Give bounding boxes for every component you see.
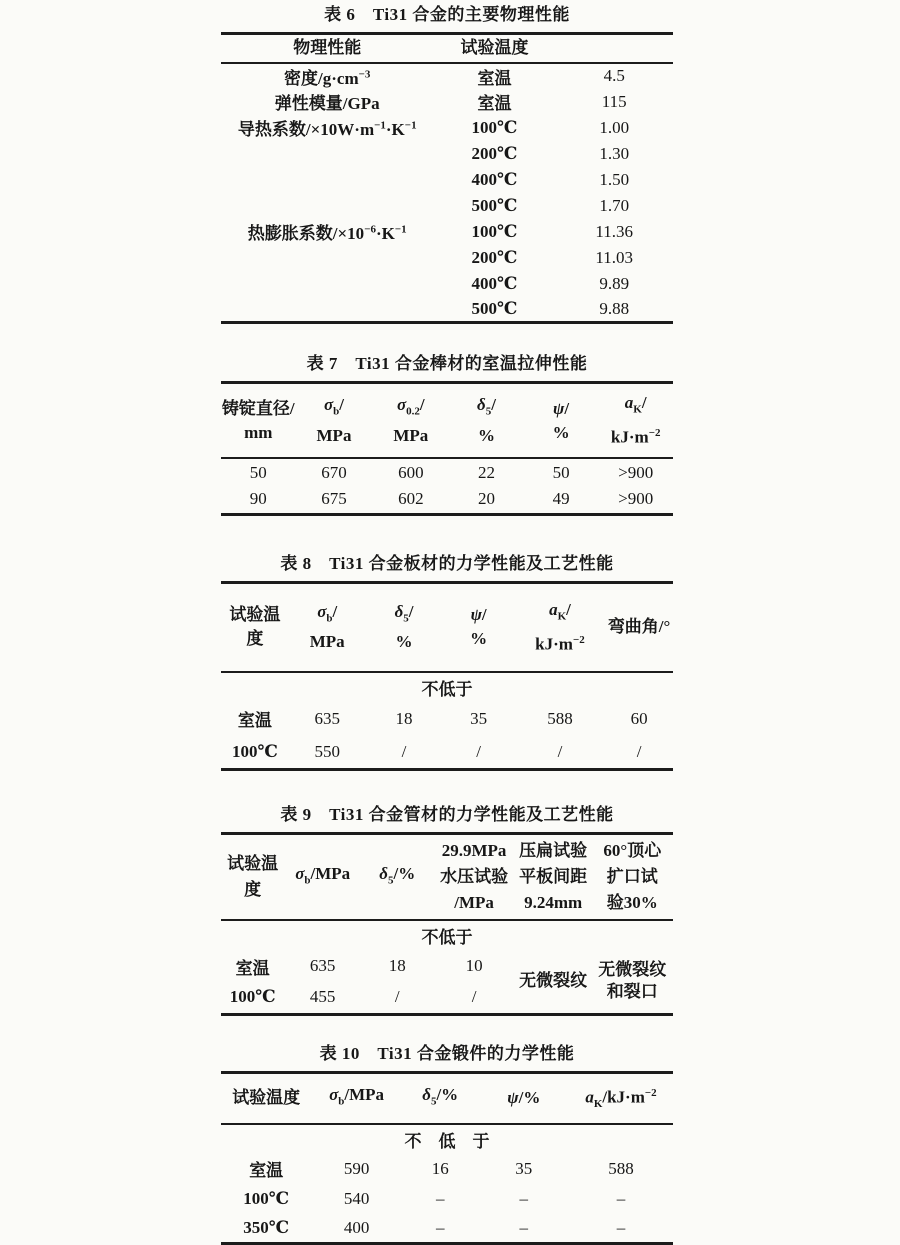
- property-cell: [221, 297, 433, 323]
- property-cell: [221, 193, 433, 219]
- table10: [221, 1071, 673, 1245]
- table7-header-psi: ψ/ %: [552, 398, 570, 442]
- value-cell: >900: [618, 462, 654, 482]
- value-cell: 16: [431, 1158, 449, 1178]
- not-below-row: [221, 1124, 673, 1154]
- value-cell: 18: [388, 956, 406, 976]
- value-cell: 635: [309, 956, 336, 976]
- table9-section: [221, 803, 673, 1016]
- table8-header-psi: ψ/ %: [470, 605, 488, 649]
- temperature-cell: 室温: [477, 68, 512, 88]
- value-cell: 455: [309, 987, 336, 1007]
- table-row: [221, 63, 673, 89]
- temperature-cell: 100℃: [471, 221, 518, 241]
- flaring-result-cell: 无微裂纹 和裂口: [598, 960, 667, 1002]
- value-cell: –: [435, 1188, 445, 1208]
- value-cell: 20: [478, 489, 496, 509]
- table9-header-row: [221, 834, 673, 921]
- value-cell: 9.88: [599, 298, 630, 318]
- not-below-label: 不 低 于: [404, 1131, 490, 1151]
- value-cell: 49: [552, 489, 570, 509]
- table-row: [221, 115, 673, 141]
- value-cell: 11.36: [595, 221, 634, 241]
- value-cell: 635: [314, 708, 340, 728]
- value-cell: 4.5: [603, 66, 625, 85]
- temperature-cell: 100℃: [243, 1188, 290, 1208]
- table-row: [221, 219, 673, 245]
- value-cell: /: [471, 987, 477, 1007]
- table7-header-ak: $a_K/$ $kJ\cdot m^{-2}$: [610, 393, 661, 448]
- table-row: [221, 736, 673, 770]
- value-cell: /: [401, 741, 407, 761]
- value-cell: /: [557, 741, 563, 761]
- table-row: [221, 1154, 673, 1184]
- table-row: [221, 167, 673, 193]
- property-cell: [221, 141, 433, 167]
- value-cell: 35: [515, 1158, 533, 1178]
- not-below-label: 不低于: [421, 679, 473, 699]
- property-cell: 密度$/g\cdot cm^{-3}$: [284, 67, 371, 88]
- table8-header-delta5: $\delta_5/$ %: [394, 601, 414, 652]
- temperature-cell: 350℃: [243, 1217, 290, 1237]
- value-cell: 50: [552, 462, 570, 482]
- table6-header-property: 物理性能: [293, 38, 362, 58]
- value-cell: 588: [608, 1158, 634, 1178]
- value-cell: 1.50: [599, 169, 630, 189]
- value-cell: 1.00: [599, 117, 630, 137]
- temperature-cell: 500℃: [471, 298, 518, 318]
- table-row: [221, 458, 673, 486]
- value-cell: –: [435, 1217, 445, 1237]
- value-cell: 602: [398, 489, 424, 509]
- document-page: [221, 0, 673, 1245]
- table8-header-row: [221, 582, 673, 672]
- table9-header-delta5: $\delta_5/\%$: [379, 863, 416, 887]
- value-cell: 50: [249, 462, 267, 482]
- table7-header-delta5: $\delta_5/$ %: [477, 395, 496, 445]
- property-cell: [221, 245, 433, 271]
- temperature-cell: 100℃: [471, 117, 518, 137]
- temperature-cell: 室温: [249, 1161, 284, 1181]
- table7-header-sigma-b: $\sigma_b/$ MPa: [316, 395, 352, 445]
- table7-header-sigma-02: $\sigma_{0.2}/$ MPa: [393, 395, 429, 445]
- not-below-row: [221, 920, 673, 950]
- value-cell: 22: [478, 462, 496, 482]
- table-row: [221, 297, 673, 323]
- value-cell: /: [394, 987, 400, 1007]
- value-cell: /: [636, 741, 642, 761]
- value-cell: –: [519, 1217, 529, 1237]
- temperature-cell: 100℃: [231, 741, 278, 761]
- table-row: [221, 271, 673, 297]
- table10-header-psi: ψ/%: [507, 1088, 541, 1108]
- value-cell: 9.89: [599, 273, 630, 293]
- table10-header-row: [221, 1072, 673, 1124]
- value-cell: 550: [314, 741, 340, 761]
- temperature-cell: 400℃: [471, 169, 518, 189]
- value-cell: –: [616, 1217, 626, 1237]
- value-cell: 588: [547, 708, 573, 728]
- value-cell: 540: [343, 1188, 370, 1208]
- value-cell: 90: [249, 489, 267, 509]
- not-below-label: 不低于: [421, 928, 473, 948]
- table-row: [221, 89, 673, 115]
- temperature-cell: 室温: [477, 94, 512, 113]
- table6-header-row: [221, 34, 673, 63]
- table7-caption: 表 7 Ti31 合金棒材的室温拉伸性能: [306, 354, 588, 373]
- table8-section: [221, 552, 673, 772]
- value-cell: 400: [343, 1217, 370, 1237]
- table6-caption: 表 6 Ti31 合金的主要物理性能: [324, 5, 570, 24]
- property-cell: 热膨胀系数$/\times 10^{-6}\cdot K^{-1}$: [247, 223, 407, 243]
- value-cell: 11.03: [595, 247, 634, 267]
- value-cell: 600: [398, 462, 424, 482]
- table9: [221, 832, 673, 1016]
- table-row: [221, 245, 673, 271]
- value-cell: 10: [465, 956, 483, 976]
- value-cell: 670: [321, 462, 347, 482]
- table10-header-temperature: 试验温度: [232, 1088, 301, 1108]
- temperature-cell: 400℃: [471, 273, 518, 293]
- property-cell: 导热系数$/\times 10W\cdot m^{-1}\cdot K^{-1}$: [237, 119, 417, 139]
- flattening-result-cell: 无微裂纹: [519, 971, 588, 991]
- property-cell: [221, 167, 433, 193]
- table9-header-flaring-test: 60°顶心 扩口试 验30%: [603, 841, 662, 913]
- value-cell: 115: [601, 91, 627, 111]
- table7-section: [221, 352, 673, 516]
- table10-caption: 表 10 Ti31 合金锻件的力学性能: [319, 1043, 575, 1063]
- value-cell: >900: [618, 489, 654, 509]
- table-row: [221, 486, 673, 514]
- value-cell: 1.30: [599, 143, 630, 163]
- temperature-cell: 室温: [235, 958, 270, 978]
- table10-header-sigma-b: $\sigma_b$/MPa: [329, 1084, 385, 1108]
- temperature-cell: 室温: [237, 711, 272, 731]
- table-row: [221, 1214, 673, 1244]
- table10-header-delta5: $\delta_5/\%$: [422, 1084, 459, 1108]
- table6-section: [221, 3, 673, 324]
- value-cell: 590: [343, 1158, 370, 1178]
- table9-caption: 表 9 Ti31 合金管材的力学性能及工艺性能: [280, 805, 614, 825]
- table8-caption: 表 8 Ti31 合金板材的力学性能及工艺性能: [280, 553, 614, 573]
- table6: [221, 32, 673, 324]
- value-cell: 1.70: [599, 195, 630, 215]
- table10-section: [221, 1042, 673, 1245]
- table9-header-sigma-b: $\sigma_b$/MPa: [295, 863, 351, 887]
- table-row: [221, 950, 673, 982]
- value-cell: –: [519, 1188, 529, 1208]
- table10-header-ak: $a_K/kJ\cdot m^{-2}$: [585, 1086, 657, 1110]
- table8-header-temperature: 试验温度: [229, 605, 281, 649]
- value-cell: 18: [395, 708, 413, 728]
- table8-header-bend-angle: 弯曲角/°: [607, 617, 671, 637]
- table9-header-flattening-test: 压扁试验 平板间距 9.24mm: [519, 841, 588, 913]
- table8-header-sigma-b: $\sigma_b/$ MPa: [309, 601, 345, 652]
- temperature-cell: 500℃: [471, 195, 518, 215]
- table7-header-diameter: 铸锭直径/ mm: [221, 398, 295, 442]
- value-cell: –: [616, 1188, 626, 1208]
- table8: [221, 581, 673, 772]
- temperature-cell: 200℃: [471, 143, 518, 163]
- temperature-cell: 100℃: [229, 987, 276, 1007]
- value-cell: 35: [470, 708, 488, 728]
- not-below-row: [221, 672, 673, 702]
- table9-header-temperature: 试验温度: [227, 854, 279, 900]
- table7-header-row: [221, 383, 673, 459]
- table-row: [221, 141, 673, 167]
- value-cell: 60: [630, 708, 648, 728]
- table9-header-hydrotest: 29.9MPa 水压试验 /MPa: [440, 841, 509, 913]
- table-row: [221, 1184, 673, 1214]
- temperature-cell: 200℃: [471, 247, 518, 267]
- table-row: [221, 702, 673, 736]
- table6-header-temperature: 试验温度: [460, 38, 529, 58]
- table-row: [221, 193, 673, 219]
- value-cell: /: [476, 741, 481, 761]
- table6-header-value: [555, 34, 673, 63]
- table8-header-ak: $a_K/$ $kJ\cdot m^{-2}$: [535, 599, 585, 654]
- property-cell: [221, 271, 433, 297]
- property-cell: 弹性模量/GPa: [274, 94, 380, 113]
- table7: [221, 381, 673, 516]
- value-cell: 675: [321, 489, 347, 509]
